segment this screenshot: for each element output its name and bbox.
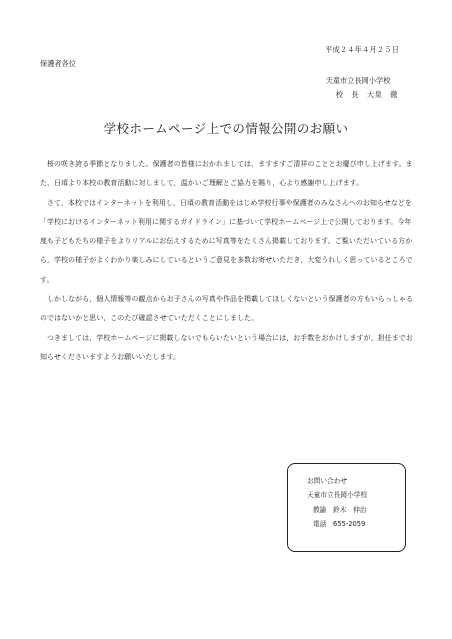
contact-person: 教諭 鈴木 伸治 [313,505,367,514]
contact-phone: 電話 655-2059 [313,519,366,528]
paragraph-background: さて，本校ではインターネットを利用し，日頃の教育活動をはじめ学校行事や保護者のみなさんへのお知らせなどを「学校におけるインターネット利用に関するガイドライン」に基づいて学校ホームページ上で公開しております。今年度も子どもたちの様子をよりリアルにお伝えするために写真等をたくさん掲載しております。ご覧いただいている方から，学校の様子がよくわかり楽しみにしているというご意見を多数お寄せいただき，大変うれしく思っているところです。 [40,198,413,284]
document-title: 学校ホームページ上での情報公開のお願い [103,121,349,136]
principal-name: 校 長 大泉 徹 [335,90,398,99]
contact-school: 天童市立長岡小学校 [307,491,368,500]
paragraph-request: つきましては，学校ホームページに掲載しないでもらいたいという場合には，お手数をおかけしますが，担任までお知らせくださいますようお願いいたします。 [40,333,413,361]
contact-heading: お問い合わせ [307,477,348,485]
letter-body [40,155,416,367]
paragraph-greeting: 桜の咲き誇る季節となりました。保護者の皆様におかれましては，ますますご清祥のこととお慶び申し上げます。また，日頃より本校の教育活動に対しまして，温かいご理解とご協力を賜り，心より感謝申し上げます。 [40,160,413,188]
school-name: 天童市立長岡小学校 [325,76,391,85]
sender-block [326,74,398,102]
recipient: 保護者各位 [40,59,76,68]
paragraph-privacy: しかしながら，個人情報等の観点からお子さんの写真や作品を掲載してほしくないという保護者の方もいらっしゃるのではないかと思い，このたび確認させていただくことにしました。 [40,295,414,323]
document-date: 平成２４年４月２５日 [325,45,399,54]
contact-box [287,463,406,552]
